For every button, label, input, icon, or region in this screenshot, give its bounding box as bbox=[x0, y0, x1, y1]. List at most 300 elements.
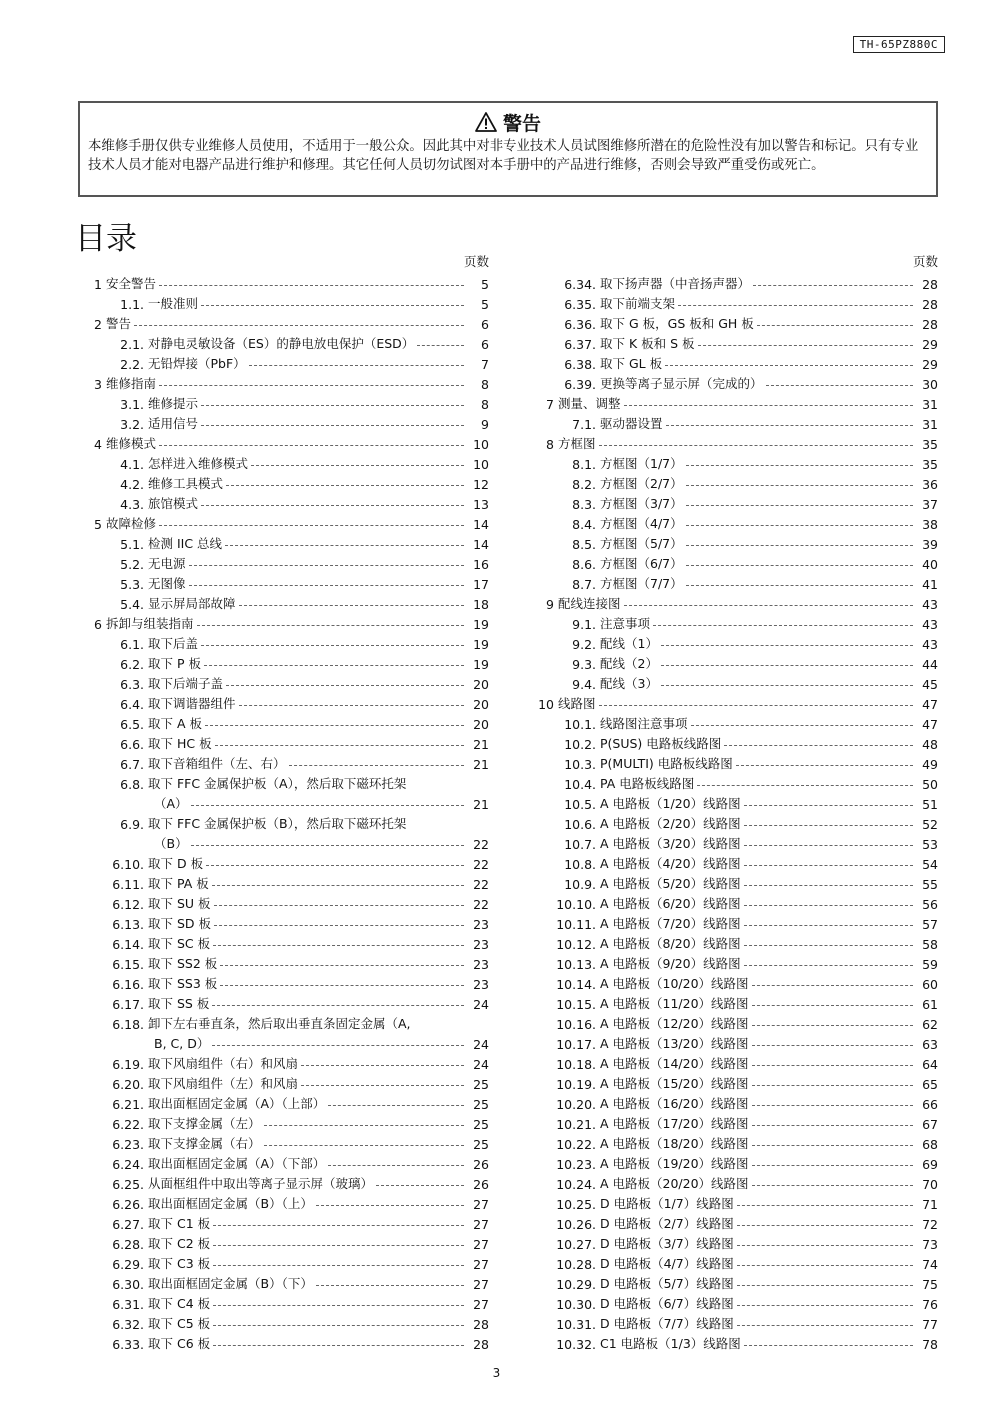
toc-entry[interactable] bbox=[534, 1152, 938, 1172]
toc-entry[interactable] bbox=[534, 632, 938, 652]
toc-entry-number: 5.3. bbox=[120, 577, 144, 592]
toc-entry-page: 75 bbox=[922, 1277, 938, 1292]
toc-entry-page: 14 bbox=[473, 517, 489, 532]
toc-entry[interactable] bbox=[534, 1092, 938, 1112]
toc-entry-label: 取下 C3 板 bbox=[148, 1256, 211, 1271]
toc-entry[interactable] bbox=[534, 1032, 938, 1052]
toc-entry-label: 维修指南 bbox=[106, 376, 157, 391]
toc-entry[interactable] bbox=[82, 652, 489, 672]
toc-entry-page: 24 bbox=[473, 997, 489, 1012]
toc-entry-number: 10.23. bbox=[556, 1157, 596, 1172]
toc-entry-page: 31 bbox=[922, 397, 938, 412]
toc-entry[interactable] bbox=[534, 272, 938, 292]
dot-leader bbox=[752, 1145, 913, 1146]
toc-entry-page: 54 bbox=[922, 857, 938, 872]
toc-entry-label: 取下 SD 板 bbox=[148, 916, 212, 931]
toc-entry[interactable] bbox=[82, 552, 489, 572]
toc-entry-number: 4.1. bbox=[120, 457, 144, 472]
toc-entry[interactable] bbox=[534, 992, 938, 1012]
toc-entry-page: 27 bbox=[473, 1237, 489, 1252]
toc-entry[interactable] bbox=[534, 512, 938, 532]
toc-entry-number: 9.4. bbox=[572, 677, 596, 692]
toc-entry-label: 取出面框固定金属（B）（下） bbox=[148, 1276, 313, 1291]
dot-leader bbox=[264, 1145, 464, 1146]
toc-entry-page: 23 bbox=[473, 917, 489, 932]
toc-entry-label: 对静电灵敏设备（ES）的静电放电保护（ESD） bbox=[148, 336, 415, 351]
dot-leader bbox=[289, 765, 464, 766]
toc-entry-page: 31 bbox=[922, 417, 938, 432]
toc-entry[interactable] bbox=[82, 932, 489, 952]
toc-entry[interactable] bbox=[82, 292, 489, 312]
toc-entry[interactable] bbox=[82, 1332, 489, 1352]
toc-entry[interactable] bbox=[534, 292, 938, 312]
toc-entry-number: 6.12. bbox=[112, 897, 144, 912]
toc-entry-page: 64 bbox=[922, 1057, 938, 1072]
toc-entry-label: A 电路板（6/20）线路图 bbox=[600, 896, 741, 911]
toc-entry-page: 68 bbox=[922, 1137, 938, 1152]
toc-entry-label: 方框图（6/7） bbox=[600, 556, 683, 571]
toc-entry-label: 配线（2） bbox=[600, 656, 658, 671]
toc-entry[interactable] bbox=[534, 1172, 938, 1192]
toc-entry[interactable] bbox=[534, 1272, 938, 1292]
toc-entry[interactable] bbox=[82, 1292, 489, 1312]
toc-entry-label: 取下扬声器（中音扬声器） bbox=[600, 276, 751, 291]
toc-entry-page: 44 bbox=[922, 657, 938, 672]
toc-entry-label: 方框图（2/7） bbox=[600, 476, 683, 491]
toc-entry[interactable] bbox=[534, 1332, 938, 1352]
toc-entry[interactable] bbox=[82, 612, 489, 632]
dot-leader bbox=[757, 325, 913, 326]
toc-entry[interactable] bbox=[82, 1032, 489, 1052]
dot-leader bbox=[752, 1125, 913, 1126]
toc-entry[interactable] bbox=[82, 1052, 489, 1072]
toc-entry[interactable] bbox=[534, 852, 938, 872]
toc-entry[interactable] bbox=[534, 1072, 938, 1092]
toc-entry[interactable] bbox=[534, 732, 938, 752]
toc-entry[interactable] bbox=[534, 1252, 938, 1272]
toc-entry-number: 6.24. bbox=[112, 1157, 144, 1172]
toc-entry-page: 22 bbox=[473, 857, 489, 872]
toc-entry[interactable] bbox=[82, 1112, 489, 1132]
toc-entry-label: 警告 bbox=[106, 316, 132, 331]
toc-entry[interactable] bbox=[534, 832, 938, 852]
dot-leader bbox=[744, 845, 913, 846]
toc-entry[interactable] bbox=[82, 712, 489, 732]
toc-entry-number: 10.21. bbox=[556, 1117, 596, 1132]
toc-entry-label: 无铅焊接（PbF） bbox=[148, 356, 246, 371]
toc-entry-label: 方框图（1/7） bbox=[600, 456, 683, 471]
dot-leader bbox=[249, 365, 464, 366]
dot-leader bbox=[191, 845, 464, 846]
toc-entry[interactable] bbox=[82, 372, 489, 392]
toc-entry-number: 10.3. bbox=[564, 757, 596, 772]
toc-entry-label: 取下 SS 板 bbox=[148, 996, 210, 1011]
toc-entry-page: 27 bbox=[473, 1257, 489, 1272]
toc-entry-number: 6.26. bbox=[112, 1197, 144, 1212]
toc-entry-page: 35 bbox=[922, 457, 938, 472]
toc-entry[interactable] bbox=[534, 1312, 938, 1332]
toc-entry-label: 配线（3） bbox=[600, 676, 658, 691]
toc-entry[interactable] bbox=[82, 1232, 489, 1252]
toc-entry-number: 6.1. bbox=[120, 637, 144, 652]
toc-entry[interactable] bbox=[82, 1152, 489, 1172]
toc-entry-label: P(SUS) 电路板线路图 bbox=[600, 736, 722, 751]
toc-entry[interactable] bbox=[534, 1112, 938, 1132]
toc-entry-page: 20 bbox=[473, 697, 489, 712]
toc-entry-label: A 电路板（20/20）线路图 bbox=[600, 1176, 749, 1191]
toc-entry-number: 10.32. bbox=[556, 1337, 596, 1352]
toc-entry[interactable] bbox=[534, 912, 938, 932]
toc-entry[interactable] bbox=[82, 1172, 489, 1192]
dot-leader bbox=[737, 1225, 913, 1226]
toc-entry[interactable] bbox=[82, 1252, 489, 1272]
toc-entry-number: 6.34. bbox=[564, 277, 596, 292]
toc-entry-label: 取下 SS2 板 bbox=[148, 956, 218, 971]
toc-entry-page: 40 bbox=[922, 557, 938, 572]
toc-entry-label: A 电路板（11/20）线路图 bbox=[600, 996, 749, 1011]
toc-entry[interactable] bbox=[82, 952, 489, 972]
page-column-header: 页数 bbox=[463, 254, 489, 269]
toc-entry-number: 10.26. bbox=[556, 1217, 596, 1232]
toc-entry[interactable] bbox=[534, 352, 938, 372]
toc-entry[interactable] bbox=[82, 1132, 489, 1152]
toc-entry[interactable] bbox=[534, 552, 938, 572]
toc-entry-page: 36 bbox=[922, 477, 938, 492]
toc-entry[interactable] bbox=[534, 1292, 938, 1312]
dot-leader bbox=[698, 345, 913, 346]
toc-entry-page: 20 bbox=[473, 717, 489, 732]
toc-entry-number: 6.36. bbox=[564, 317, 596, 332]
toc-entry-number: 10.17. bbox=[556, 1037, 596, 1052]
toc-entry-label: 卸下左右垂直条，然后取出垂直条固定金属（A, bbox=[148, 1016, 411, 1031]
dot-leader bbox=[686, 505, 913, 506]
toc-entry[interactable] bbox=[82, 592, 489, 612]
toc-entry-page: 8 bbox=[481, 377, 489, 392]
toc-entry[interactable] bbox=[534, 432, 938, 452]
toc-entry[interactable] bbox=[534, 672, 938, 692]
toc-entry[interactable] bbox=[534, 1212, 938, 1232]
toc-entry-page: 23 bbox=[473, 957, 489, 972]
toc-entry-number: 10.20. bbox=[556, 1097, 596, 1112]
dot-leader bbox=[752, 1025, 913, 1026]
toc-entry-page: 17 bbox=[473, 577, 489, 592]
toc-entry[interactable] bbox=[82, 852, 489, 872]
toc-entry-number: 10.29. bbox=[556, 1277, 596, 1292]
toc-entry-page: 10 bbox=[473, 457, 489, 472]
toc-entry-page: 27 bbox=[473, 1197, 489, 1212]
toc-entry-number: 8 bbox=[546, 437, 554, 452]
toc-entry[interactable] bbox=[82, 992, 489, 1012]
toc-entry-number: 6.6. bbox=[120, 737, 144, 752]
toc-entry-label: A 电路板（3/20）线路图 bbox=[600, 836, 741, 851]
toc-entry[interactable] bbox=[82, 472, 489, 492]
toc-entry-page: 29 bbox=[922, 357, 938, 372]
toc-entry-page: 6 bbox=[481, 317, 489, 332]
toc-entry-number: 6.3. bbox=[120, 677, 144, 692]
toc-entry-number: 6.25. bbox=[112, 1177, 144, 1192]
toc-entry[interactable] bbox=[82, 1072, 489, 1092]
toc-entry[interactable] bbox=[534, 1052, 938, 1072]
dot-leader bbox=[737, 1305, 913, 1306]
toc-entry-page: 47 bbox=[922, 717, 938, 732]
toc-entry[interactable] bbox=[534, 692, 938, 712]
toc-entry-label: 方框图 bbox=[558, 436, 596, 451]
toc-entry[interactable] bbox=[82, 572, 489, 592]
toc-entry[interactable] bbox=[82, 492, 489, 512]
toc-entry[interactable] bbox=[534, 972, 938, 992]
toc-entry[interactable] bbox=[82, 912, 489, 932]
toc-entry[interactable] bbox=[534, 532, 938, 552]
toc-entry[interactable] bbox=[534, 892, 938, 912]
toc-entry-label: 安全警告 bbox=[106, 276, 157, 291]
toc-entry-page: 65 bbox=[922, 1077, 938, 1092]
dot-leader bbox=[206, 865, 464, 866]
toc-entry-label: 方框图（5/7） bbox=[600, 536, 683, 551]
toc-entry-page: 25 bbox=[473, 1077, 489, 1092]
toc-entry-number: 10.6. bbox=[564, 817, 596, 832]
toc-entry[interactable] bbox=[82, 512, 489, 532]
toc-entry[interactable] bbox=[82, 452, 489, 472]
toc-entry-number: 9.1. bbox=[572, 617, 596, 632]
dot-leader bbox=[213, 1225, 464, 1226]
dot-leader bbox=[744, 905, 913, 906]
toc-entry-label: 线路图 bbox=[558, 696, 596, 711]
toc-entry-number: 10.19. bbox=[556, 1077, 596, 1092]
warning-title bbox=[80, 109, 936, 135]
dot-leader bbox=[220, 965, 464, 966]
toc-entry-label: 从面框组件中取出等离子显示屏（玻璃） bbox=[148, 1176, 374, 1191]
toc-entry-page: 63 bbox=[922, 1037, 938, 1052]
toc-entry-page: 27 bbox=[473, 1217, 489, 1232]
toc-entry-label: 更换等离子显示屏（完成的） bbox=[600, 376, 763, 391]
toc-entry-label: 取下前端支架 bbox=[600, 296, 676, 311]
dot-leader bbox=[686, 485, 913, 486]
toc-entry-label: 取下 SS3 板 bbox=[148, 976, 218, 991]
toc-entry-label: A 电路板（14/20）线路图 bbox=[600, 1056, 749, 1071]
toc-entry-number: 8.7. bbox=[572, 577, 596, 592]
toc-entry-label: 维修模式 bbox=[106, 436, 157, 451]
dot-leader bbox=[159, 285, 464, 286]
dot-leader bbox=[678, 305, 913, 306]
toc-entry-page: 56 bbox=[922, 897, 938, 912]
toc-entry[interactable] bbox=[82, 532, 489, 552]
toc-entry-label: 故障检修 bbox=[106, 516, 157, 531]
toc-entry-page: 20 bbox=[473, 677, 489, 692]
dot-leader bbox=[214, 905, 464, 906]
toc-entry[interactable] bbox=[534, 792, 938, 812]
toc-entry-page: 5 bbox=[481, 277, 489, 292]
toc-entry-label: C1 电路板（1/3）线路图 bbox=[600, 1336, 741, 1351]
dot-leader bbox=[201, 425, 464, 426]
toc-entry-page: 7 bbox=[481, 357, 489, 372]
dot-leader bbox=[697, 785, 913, 786]
toc-entry-number: 10.14. bbox=[556, 977, 596, 992]
toc-entry-number: 6.29. bbox=[112, 1257, 144, 1272]
toc-entry-number: 6.7. bbox=[120, 757, 144, 772]
toc-entry-number: 10.4. bbox=[564, 777, 596, 792]
toc-entry[interactable] bbox=[82, 752, 489, 772]
toc-entry[interactable] bbox=[82, 432, 489, 452]
toc-entry[interactable] bbox=[82, 1212, 489, 1232]
toc-entry-page: 10 bbox=[473, 437, 489, 452]
toc-entry[interactable] bbox=[534, 1132, 938, 1152]
toc-entry[interactable] bbox=[82, 772, 489, 792]
toc-entry[interactable] bbox=[534, 592, 938, 612]
toc-entry[interactable] bbox=[82, 1012, 489, 1032]
toc-entry[interactable] bbox=[82, 272, 489, 292]
toc-entry-label: D 电路板（5/7）线路图 bbox=[600, 1276, 734, 1291]
toc-entry[interactable] bbox=[534, 752, 938, 772]
toc-entry-page: 43 bbox=[922, 637, 938, 652]
toc-entry[interactable] bbox=[82, 1192, 489, 1212]
toc-entry[interactable] bbox=[82, 312, 489, 332]
toc-entry[interactable] bbox=[534, 872, 938, 892]
toc-entry[interactable] bbox=[534, 1192, 938, 1212]
toc-entry[interactable] bbox=[82, 732, 489, 752]
model-number: TH-65PZ880C bbox=[853, 36, 945, 53]
toc-entry-number: 6.10. bbox=[112, 857, 144, 872]
toc-entry[interactable] bbox=[534, 452, 938, 472]
toc-entry-page: 61 bbox=[922, 997, 938, 1012]
dot-leader bbox=[201, 405, 464, 406]
toc-entry-label: 维修工具模式 bbox=[148, 476, 224, 491]
toc-entry-label: A 电路板（2/20）线路图 bbox=[600, 816, 741, 831]
toc-entry-page: 73 bbox=[922, 1237, 938, 1252]
toc-entry-label: P(MULTI) 电路板线路图 bbox=[600, 756, 733, 771]
toc-entry-page: 28 bbox=[473, 1337, 489, 1352]
toc-entry-label: 方框图（7/7） bbox=[600, 576, 683, 591]
toc-entry[interactable] bbox=[82, 392, 489, 412]
toc-entry[interactable] bbox=[534, 772, 938, 792]
toc-entry-label: A 电路板（19/20）线路图 bbox=[600, 1156, 749, 1171]
toc-entry-label: A 电路板（15/20）线路图 bbox=[600, 1076, 749, 1091]
toc-entry[interactable] bbox=[82, 672, 489, 692]
toc-entry[interactable] bbox=[82, 1312, 489, 1332]
toc-entry-page: 72 bbox=[922, 1217, 938, 1232]
toc-entry-page: 43 bbox=[922, 617, 938, 632]
toc-entry-page: 28 bbox=[922, 277, 938, 292]
toc-entry-label: A 电路板（10/20）线路图 bbox=[600, 976, 749, 991]
toc-entry-page: 28 bbox=[922, 317, 938, 332]
toc-entry[interactable] bbox=[534, 952, 938, 972]
toc-entry-number: 6.15. bbox=[112, 957, 144, 972]
toc-entry[interactable] bbox=[82, 792, 489, 812]
toc-entry-label: 取下 K 板和 S 板 bbox=[600, 336, 695, 351]
toc-entry-number: 2.1. bbox=[120, 337, 144, 352]
toc-entry[interactable] bbox=[82, 632, 489, 652]
toc-entry-label: 取下 A 板 bbox=[148, 716, 202, 731]
toc-entry[interactable] bbox=[534, 612, 938, 632]
toc-entry-number: 1 bbox=[94, 277, 102, 292]
toc-entry[interactable] bbox=[534, 472, 938, 492]
toc-entry-page: 71 bbox=[922, 1197, 938, 1212]
toc-entry-label: A 电路板（12/20）线路图 bbox=[600, 1016, 749, 1031]
dot-leader bbox=[212, 1045, 464, 1046]
dot-leader bbox=[159, 385, 464, 386]
toc-entry-label: 取下 C4 板 bbox=[148, 1296, 211, 1311]
dot-leader bbox=[744, 965, 913, 966]
toc-entry-label: A 电路板（1/20）线路图 bbox=[600, 796, 741, 811]
toc-entry-page: 28 bbox=[473, 1317, 489, 1332]
toc-entry[interactable] bbox=[534, 812, 938, 832]
page-column-header: 页数 bbox=[912, 254, 938, 269]
toc-entry-label: A 电路板（7/20）线路图 bbox=[600, 916, 741, 931]
toc-entry[interactable] bbox=[534, 312, 938, 332]
toc-entry[interactable] bbox=[534, 392, 938, 412]
toc-entry-label: 取下 C2 板 bbox=[148, 1236, 211, 1251]
toc-entry[interactable] bbox=[82, 1272, 489, 1292]
dot-leader bbox=[599, 705, 913, 706]
toc-entry[interactable] bbox=[534, 652, 938, 672]
toc-entry-page: 78 bbox=[922, 1337, 938, 1352]
toc-entry-number: 10.11. bbox=[556, 917, 596, 932]
toc-entry[interactable] bbox=[82, 872, 489, 892]
toc-entry-label: 取下 P 板 bbox=[148, 656, 201, 671]
dot-leader bbox=[744, 805, 913, 806]
dot-leader bbox=[691, 725, 913, 726]
toc-title: 目录 bbox=[75, 221, 137, 257]
toc-entry-number: 1.1. bbox=[120, 297, 144, 312]
toc-entry-page: 19 bbox=[473, 637, 489, 652]
toc-entry[interactable] bbox=[82, 1092, 489, 1112]
toc-entry-page: 29 bbox=[922, 337, 938, 352]
toc-entry[interactable] bbox=[534, 372, 938, 392]
dot-leader bbox=[744, 1345, 913, 1346]
toc-entry-label: D 电路板（6/7）线路图 bbox=[600, 1296, 734, 1311]
toc-entry[interactable] bbox=[82, 972, 489, 992]
toc-entry-page: 23 bbox=[473, 977, 489, 992]
toc-entry[interactable] bbox=[534, 1012, 938, 1032]
toc-entry[interactable] bbox=[82, 812, 489, 832]
toc-entry[interactable] bbox=[82, 892, 489, 912]
toc-entry-page: 60 bbox=[922, 977, 938, 992]
toc-entry[interactable] bbox=[534, 332, 938, 352]
toc-entry-label: 取出面框固定金属（B）（上） bbox=[148, 1196, 313, 1211]
toc-entry-label: 取下 PA 板 bbox=[148, 876, 209, 891]
toc-entry-number: 6.20. bbox=[112, 1077, 144, 1092]
toc-entry-page: 9 bbox=[481, 417, 489, 432]
dot-leader bbox=[686, 585, 913, 586]
toc-entry-label: 怎样进入维修模式 bbox=[148, 456, 249, 471]
toc-entry[interactable] bbox=[82, 332, 489, 352]
toc-entry-number: 10.25. bbox=[556, 1197, 596, 1212]
toc-entry-page: 22 bbox=[473, 877, 489, 892]
toc-entry[interactable] bbox=[534, 932, 938, 952]
page-number: 3 bbox=[492, 1366, 501, 1380]
dot-leader bbox=[737, 1265, 913, 1266]
toc-entry[interactable] bbox=[534, 492, 938, 512]
toc-entry[interactable] bbox=[534, 572, 938, 592]
toc-entry[interactable] bbox=[534, 412, 938, 432]
toc-entry[interactable] bbox=[534, 1232, 938, 1252]
dot-leader bbox=[212, 885, 464, 886]
toc-entry[interactable] bbox=[534, 712, 938, 732]
toc-entry[interactable] bbox=[82, 832, 489, 852]
toc-entry[interactable] bbox=[82, 412, 489, 432]
toc-entry-number: 10.10. bbox=[556, 897, 596, 912]
toc-entry-number: 6.16. bbox=[112, 977, 144, 992]
toc-entry-label: 取出面框固定金属（A）（下部） bbox=[148, 1156, 326, 1171]
toc-entry-label: 取下 D 板 bbox=[148, 856, 204, 871]
dot-leader bbox=[744, 885, 913, 886]
dot-leader bbox=[744, 865, 913, 866]
toc-entry-page: 21 bbox=[473, 737, 489, 752]
toc-entry[interactable] bbox=[82, 692, 489, 712]
toc-entry-page: 21 bbox=[473, 797, 489, 812]
toc-entry-number: 10.9. bbox=[564, 877, 596, 892]
toc-entry-number: 6.30. bbox=[112, 1277, 144, 1292]
toc-entry[interactable] bbox=[82, 352, 489, 372]
